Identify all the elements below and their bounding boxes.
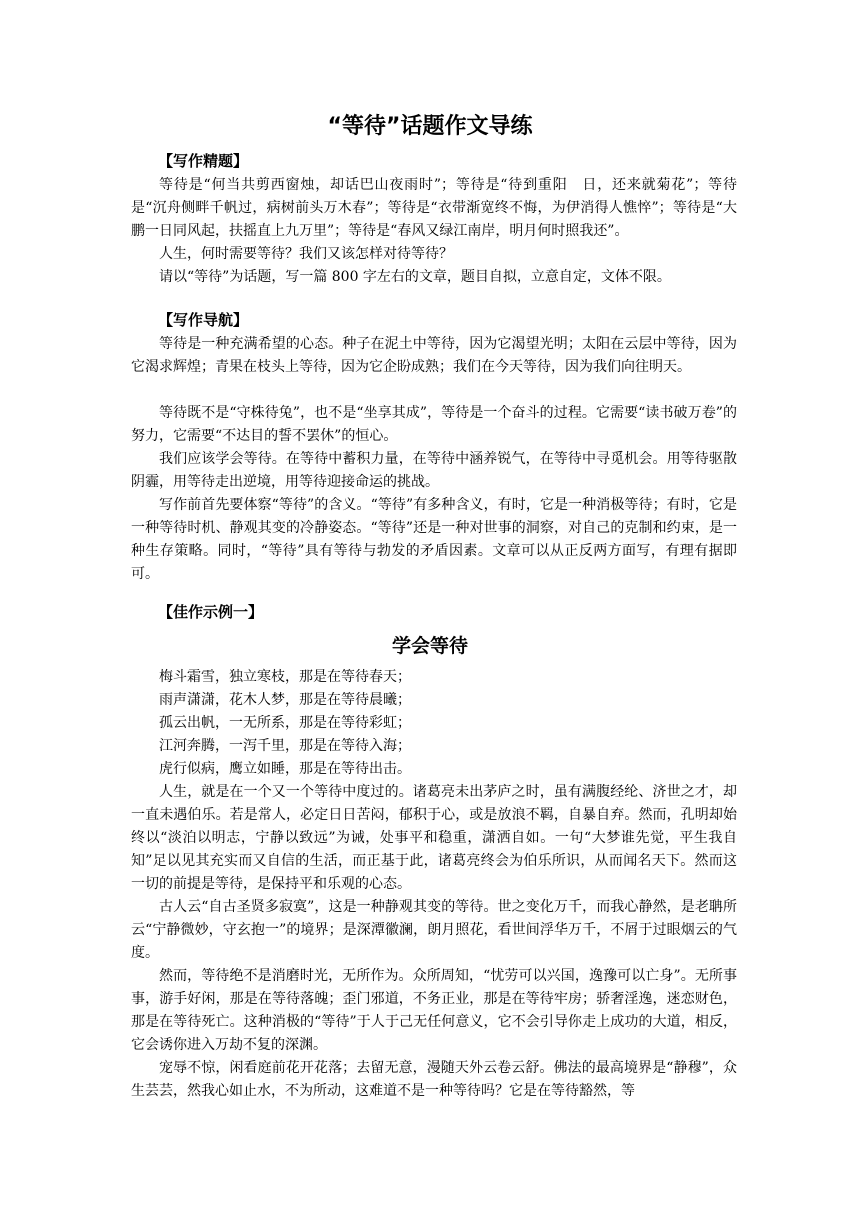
verse-line: 雨声潇潇，花木人梦，那是在等待晨曦； [159,692,411,708]
prompt-paragraph: 等待是“何当共剪西窗烛，却话巴山夜雨时”；等待是“待到重阳 日，还来就菊花”；等待是“沉舟侧畔千帆过，病树前头万木春”；等待是“衣带渐宽终不悔，为伊消得人憔悴”；等待是“大鹏一日同风起，扶摇直上九万里”；等待是“春风又绿江南岸，明月何时照我还”。 [131,177,737,239]
verse-line: 虎行似病，鹰立如睡，那是在等待出击。 [159,761,411,777]
essay-paragraph: 人生，就是在一个又一个等待中度过的。诸葛亮未出茅庐之时，虽有满腹经纶、济世之才，却一直未遇伯乐。若是常人，必定日日苦闷，郁积于心，或是放浪不羁，自暴自弃。然而，孔明却始终以“淡泊以明志，宁静以致远”为诫，处事平和稳重，潇洒自如。一句“大梦谁先觉，平生我自知”足以见其充实而又自信的生活，而正基于此，诸葛亮终会为伯乐所识，从而闻名天下。然而这一切的前提是等待，是保持平和乐观的心态。 [131,784,737,892]
guide-paragraph: 等待是一种充满希望的心态。种子在泥土中等待，因为它渴望光明；太阳在云层中等待，因为它渴求辉煌；青果在枝头上等待，因为它企盼成熟；我们在今天等待，因为我们向往明天。 [131,336,737,375]
essay-paragraph: 古人云“自古圣贤多寂寞”，这是一种静观其变的等待。世之变化万千，而我心静然，是老聃所云“宁静微妙，守玄抱一”的境界；是深潭徽澜，朗月照花，看世间浮华万千，不屑于过眼烟云的气度。 [131,899,737,961]
guide-paragraph: 等待既不是“守株待兔”，也不是“坐享其成”，等待是一个奋斗的过程。它需要“读书破万卷”的努力，它需要“不达目的誓不罢休”的恒心。 [131,405,737,444]
essay-title: 学会等待 [391,635,468,657]
section-heading-example: 【佳作示例一】 [158,603,264,621]
guide-paragraph: 我们应该学会等待。在等待中蓄积力量，在等待中涵养锐气，在等待中寻觅机会。用等待驱散阴霾，用等待走出逆境，用等待迎接命运的挑战。 [131,451,737,490]
guide-paragraph: 写作前首先要体察“等待”的含义。“等待”有多种含义，有时，它是一种消极等待；有时，它是一种等待时机、静观其变的冷静姿态。“等待”还是一种对世事的洞察，对自己的克制和约束，是一种生存策略。同时，“等待”具有等待与勃发的矛盾因素。文章可以从正反两方面写，有理有据即可。 [131,497,737,582]
verse-line: 江河奔腾，一泻千里，那是在等待入海； [159,738,411,754]
section-heading-prompt: 【写作精题】 [158,152,249,170]
verse-line: 孤云出帆，一无所系，那是在等待彩虹； [159,715,411,731]
document-title: “等待”话题作文导练 [327,114,533,139]
prompt-paragraph: 人生，何时需要等待？我们又该怎样对待等待？ [159,246,453,262]
essay-paragraph: 然而，等待绝不是消磨时光，无所作为。众所周知，“忧劳可以兴国，逸豫可以亡身”。无所事事，游手好闲，那是在等待落魄；歪门邪道，不务正业，那是在等待牢房；骄奢淫逸，迷恋财色，那是在等待死亡。这种消极的“等待”于人于己无任何意义，它不会引导你走上成功的大道，相反，它会诱你进入万劫不复的深渊。 [131,968,737,1053]
verse-line: 梅斗霜雪，独立寒枝，那是在等待春天； [159,669,411,685]
essay-paragraph: 宠辱不惊，闲看庭前花开花落；去留无意，漫随天外云卷云舒。佛法的最高境界是“静穆”，众生芸芸，然我心如止水，不为所动，这难道不是一种等待吗？它是在等待豁然，等 [131,1060,737,1099]
prompt-paragraph: 请以“等待”为话题，写一篇 800 字左右的文章，题目自拟，立意自定，文体不限。 [159,269,671,285]
section-heading-guide: 【写作导航】 [158,311,249,329]
